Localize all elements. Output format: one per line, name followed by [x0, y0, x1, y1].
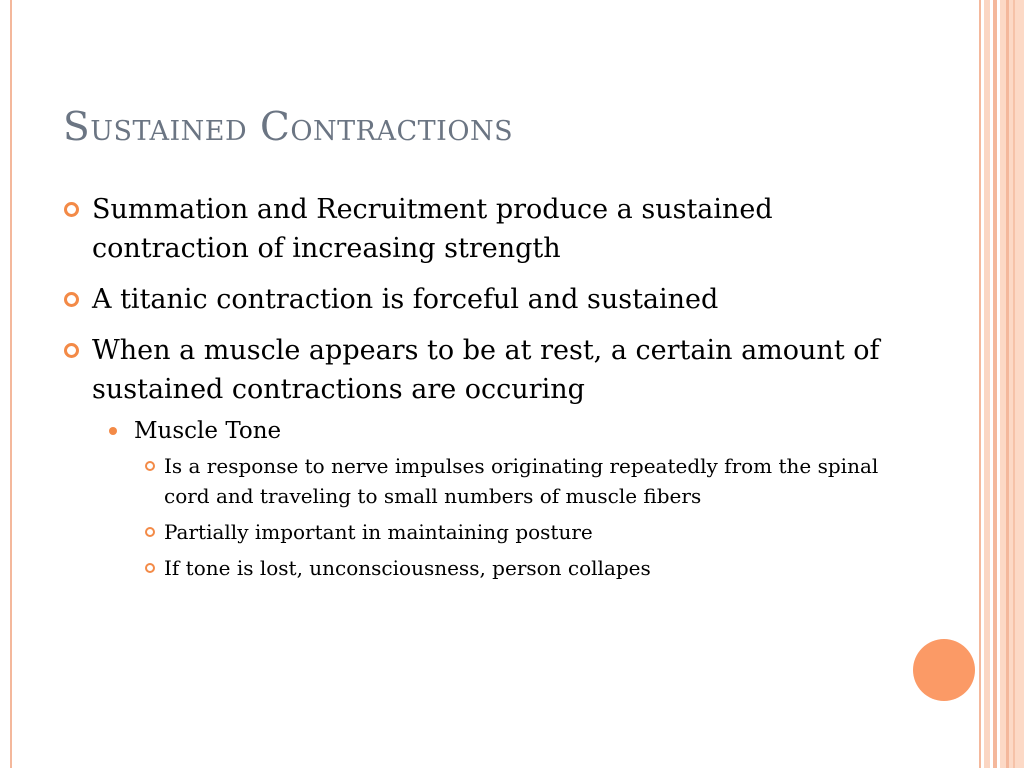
ring-bullet-icon: [64, 292, 79, 307]
sub-sub-bullet-item: [64, 517, 904, 547]
ring-bullet-icon: [145, 527, 155, 537]
dot-bullet-icon: [109, 427, 117, 435]
bullet-text: When a muscle appears to be at rest, a certain amount of sustained contractions are occuring: [92, 335, 880, 405]
right-border-stripe: [1013, 0, 1015, 768]
left-border-line: [10, 0, 12, 768]
bullet-item: [64, 331, 904, 409]
bullet-text: A titanic contraction is forceful and sustained: [92, 284, 719, 315]
right-border-stripe: [1006, 0, 1009, 768]
sub-sub-bullet-item: [64, 451, 904, 511]
right-border-stripe: [979, 0, 981, 768]
decorative-circle: [913, 639, 975, 701]
slide-title: Sustained Contractions: [63, 105, 514, 150]
right-border-stripe: [1000, 0, 1024, 768]
right-border-stripe: [993, 0, 997, 768]
slide-content: [64, 190, 904, 589]
sub-bullet-text: Muscle Tone: [134, 418, 282, 444]
ring-bullet-icon: [64, 343, 79, 358]
bullet-item: [64, 190, 904, 268]
sub-sub-bullet-item: [64, 553, 904, 583]
right-border-stripe: [984, 0, 990, 768]
ring-bullet-icon: [64, 202, 79, 217]
ring-bullet-icon: [145, 563, 155, 573]
bullet-text: Summation and Recruitment produce a sustained contraction of increasing strength: [92, 194, 773, 264]
sub-bullet-item: [64, 415, 904, 447]
sub-sub-bullet-text: Partially important in maintaining posture: [164, 520, 593, 544]
sub-sub-bullet-text: Is a response to nerve impulses originating repeatedly from the spinal cord and traveling to small numbers of muscle fibers: [164, 454, 879, 508]
bullet-item: [64, 280, 904, 319]
ring-bullet-icon: [145, 461, 155, 471]
sub-sub-bullet-text: If tone is lost, unconsciousness, person collapes: [164, 556, 651, 580]
